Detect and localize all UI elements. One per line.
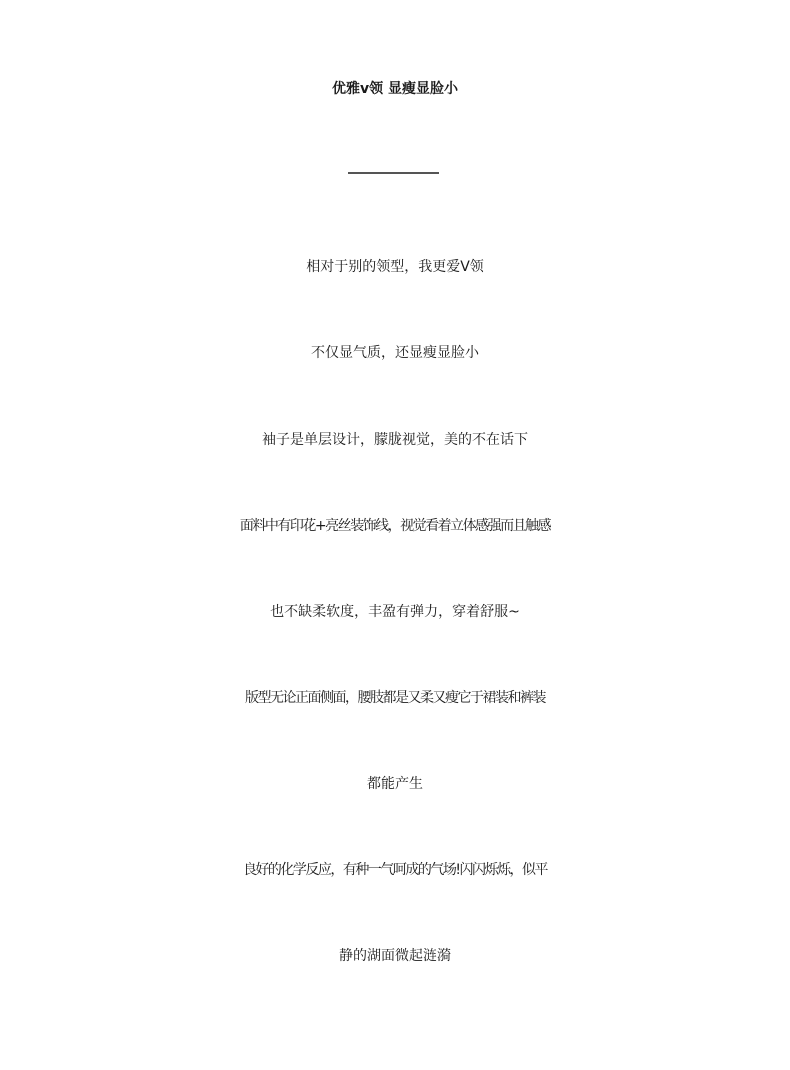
- description-line: 静的湖面微起涟漪: [339, 948, 451, 964]
- description-line: 相对于别的领型，我更爱V领: [306, 259, 484, 275]
- description-line: 版型无论正面侧面，腰肢都是又柔又瘦它于裙装和裤装: [245, 690, 545, 706]
- description-line: 都能产生: [367, 776, 423, 792]
- description-line: 良好的化学反应，有种一气呵成的气场!闪闪烁烁，似平: [242, 862, 548, 878]
- description-line: 面料中有印花+亮丝装饰线，视觉看着立体感强而且触感: [239, 518, 551, 534]
- description-line: 袖子是单层设计，朦胧视觉，美的不在话下: [262, 432, 528, 448]
- section-title: 优雅v领 显瘦显脸小: [332, 81, 458, 98]
- description-line: 也不缺柔软度，丰盈有弹力，穿着舒服~: [270, 604, 520, 620]
- description-line: 不仅显气质，还显瘦显脸小: [311, 345, 479, 361]
